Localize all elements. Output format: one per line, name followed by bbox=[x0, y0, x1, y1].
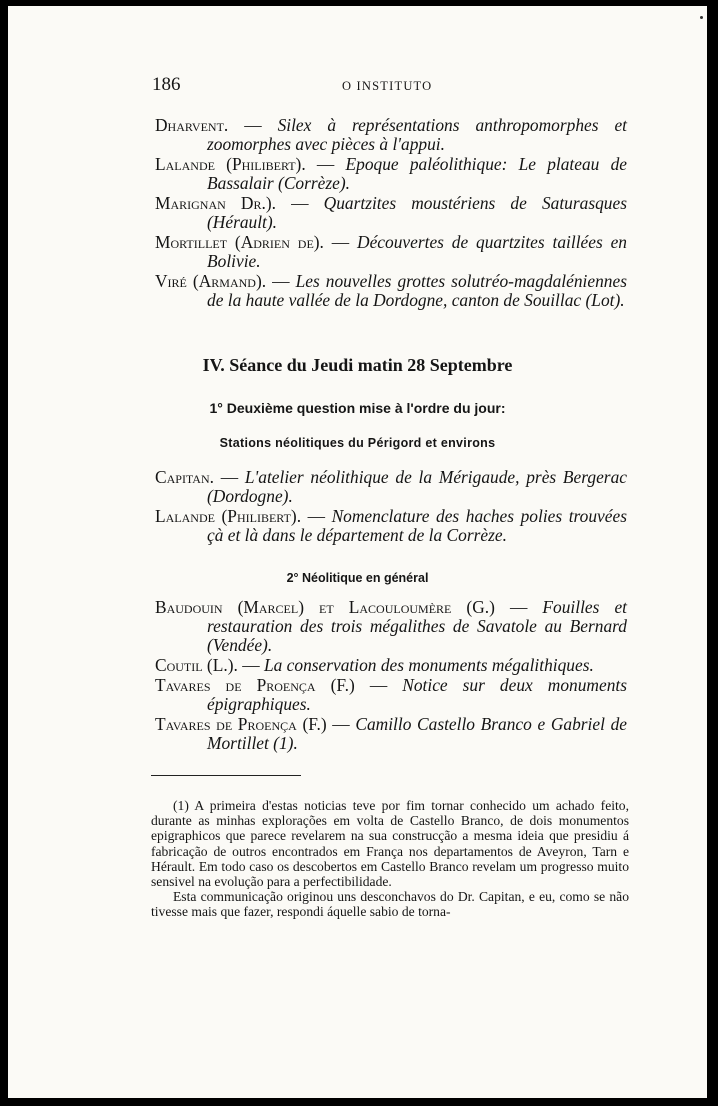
entry-separator: — bbox=[301, 506, 332, 526]
entry-title: Nomenclature des haches polies trouvées çà et là dans le département de la Corrèze. bbox=[207, 506, 627, 545]
footnote-rule bbox=[151, 775, 301, 776]
entry-author: Lalande (Philibert). bbox=[155, 154, 306, 174]
entry-separator: — bbox=[213, 467, 245, 487]
bibliography-entry bbox=[155, 656, 627, 675]
entry-author: Lalande (Philibert). bbox=[155, 506, 302, 526]
bibliography-entry bbox=[155, 715, 627, 753]
entry-separator: — bbox=[266, 271, 296, 291]
entry-title: Notice sur deux monuments épigraphiques. bbox=[207, 675, 627, 714]
bibliography-entry bbox=[155, 116, 627, 154]
entry-title: Découvertes de quartzites taillées en Bolivie. bbox=[207, 232, 627, 271]
running-header bbox=[8, 74, 707, 98]
entry-author: Viré (Armand). bbox=[155, 271, 267, 291]
entry-author: Dharvent. bbox=[155, 115, 229, 135]
bibliography-entry bbox=[155, 194, 627, 232]
entry-title: Quartzites moustériens de Saturasques (Hérault). bbox=[207, 193, 627, 232]
bibliography-entry bbox=[155, 468, 627, 506]
book-page bbox=[8, 6, 707, 1098]
entry-title: La conservation des monuments mégalithiques. bbox=[263, 655, 594, 675]
bibliography-entry bbox=[155, 598, 627, 655]
entry-author: Baudouin (Marcel) et Lacouloumère (G.) bbox=[155, 597, 495, 617]
entry-title: Fouilles et restauration des trois mégalithes de Savatole au Bernard (Vendée). bbox=[207, 597, 627, 655]
entry-separator: — bbox=[237, 655, 264, 675]
entry-separator: — bbox=[305, 154, 346, 174]
entry-title: Silex à représentations anthropomorphes et zoomorphes avec pièces à l'appui. bbox=[207, 115, 627, 154]
entry-separator: — bbox=[326, 714, 356, 734]
bibliography-entry bbox=[155, 272, 627, 310]
subtopic-heading: Stations néolitiques du Périgord et environs bbox=[219, 436, 496, 450]
section-heading: IV. Séance du Jeudi matin 28 Septembre bbox=[202, 355, 513, 375]
entry-author: Coutil (L.). bbox=[155, 655, 238, 675]
section3-entry-list bbox=[155, 116, 627, 311]
entry-separator: — bbox=[494, 597, 543, 617]
entry-separator: — bbox=[354, 675, 403, 695]
entry-author: Capitan. bbox=[155, 467, 214, 487]
bibliography-entry bbox=[155, 155, 627, 193]
page-number: 186 bbox=[152, 74, 181, 95]
footnote-paragraph: (1) A primeira d'estas noticias teve por fim tornar conhecido um achado feito, durante as minhas explorações em volta de Castello Branco, de dois monumentos epigraphicos que parece revelarem na sua construcção a mesma ideia que presidiu á fabricação de outros encontrados em França nos departamentos de Aveyron, Tarn e Hérault. Em todo caso os descobertos em Castello Branco revelam um progresso muito sensivel na evolução para a perfectibilidade. bbox=[151, 798, 629, 890]
entry-title: Epoque paléolithique: Le plateau de Bassalair (Corrèze). bbox=[207, 154, 627, 193]
entry-author: Marignan Dr.). bbox=[155, 193, 276, 213]
bibliography-entry bbox=[155, 676, 627, 714]
entry-separator: — bbox=[275, 193, 324, 213]
running-title: O INSTITUTO bbox=[342, 79, 433, 93]
subtopic-heading: 2° Néolitique en général bbox=[286, 571, 429, 585]
section4-entry-list-2 bbox=[155, 598, 627, 754]
bibliography-entry bbox=[155, 507, 627, 545]
entry-title: Les nouvelles grottes solutréo-magdaléniennes de la haute vallée de la Dordogne, canton de Souillac (Lot). bbox=[207, 271, 627, 310]
section4-entry-list-1 bbox=[155, 468, 627, 546]
entry-title: Camillo Castello Branco e Gabriel de Mortillet (1). bbox=[207, 714, 627, 753]
entry-author: Tavares de Proença (F.) bbox=[155, 714, 327, 734]
entry-separator: — bbox=[323, 232, 358, 252]
question-heading: 1° Deuxième question mise à l'ordre du jour: bbox=[209, 400, 506, 416]
entry-title: L'atelier néolithique de la Mérigaude, près Bergerac (Dordogne). bbox=[207, 467, 627, 506]
entry-separator: — bbox=[228, 115, 278, 135]
entry-author: Tavares de Proença (F.) bbox=[155, 675, 355, 695]
ink-speck bbox=[700, 16, 703, 19]
footnote-paragraph: Esta communicação originou uns desconchavos do Dr. Capitan, e eu, como se não tivesse mais que fazer, respondi áquelle sabio de torna- bbox=[151, 889, 629, 920]
footnote bbox=[151, 798, 629, 920]
bibliography-entry bbox=[155, 233, 627, 271]
entry-author: Mortillet (Adrien de). bbox=[155, 232, 324, 252]
